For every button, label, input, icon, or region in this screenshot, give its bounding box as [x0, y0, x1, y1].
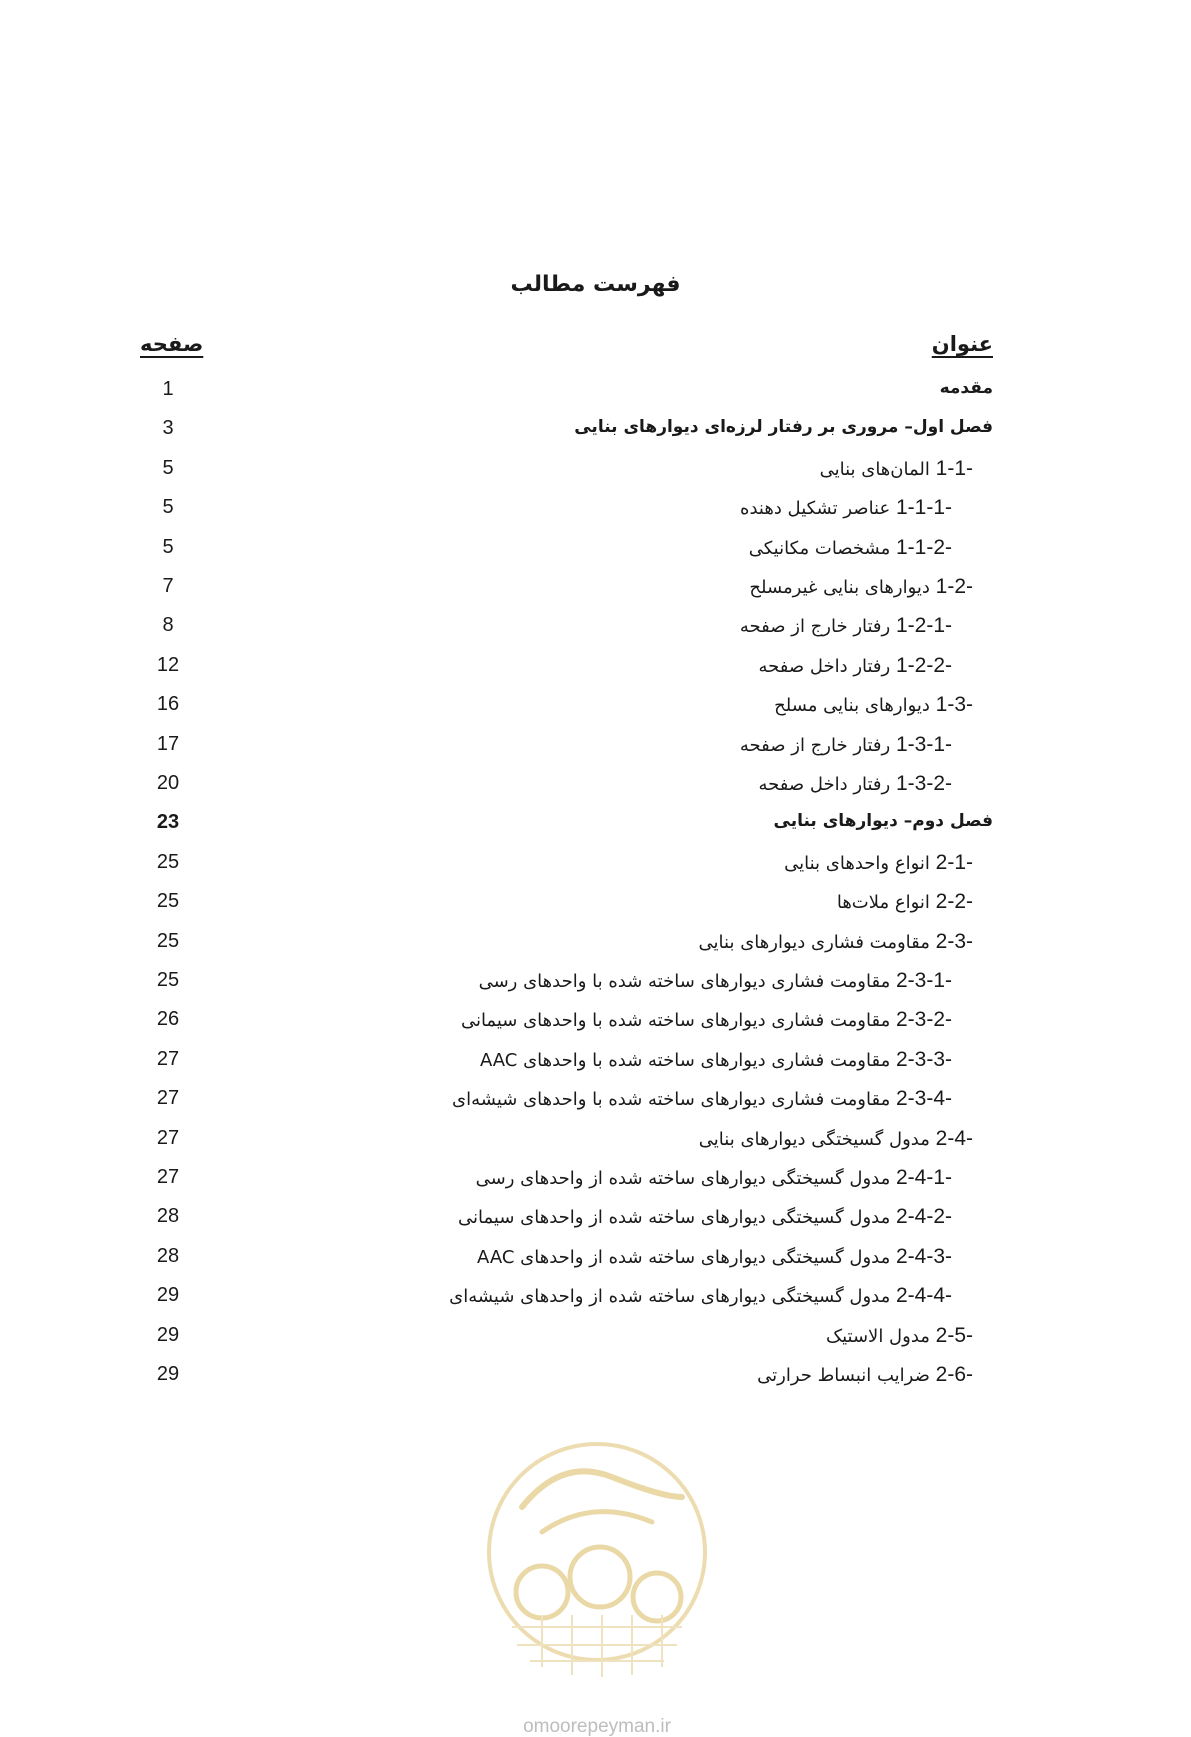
toc-row — [0, 417, 1191, 457]
toc-entry-number: 1-2-2- — [895, 653, 952, 677]
toc-entry-text: رفتار خارج از صفحه — [739, 734, 891, 756]
toc-row — [0, 575, 1191, 615]
toc-entry-number: 2-4-3- — [895, 1244, 952, 1268]
toc-entry-number: 1-1- — [935, 456, 973, 480]
toc-entry-title — [574, 417, 993, 437]
toc-entry-number: 2-5- — [935, 1323, 973, 1347]
toc-entry-title — [740, 733, 952, 757]
toc-entry-page: 5 — [162, 535, 174, 558]
toc-entry-text: مدول گسیختگی دیوارهای ساخته شده از واحدهای رسی — [475, 1168, 891, 1189]
toc-entry-title — [749, 536, 952, 560]
watermark-site-text: omoorepeyman.ir — [523, 1716, 671, 1737]
toc-row — [0, 496, 1191, 536]
toc-entry-text: مقاومت فشاری دیوارهای ساخته شده با واحدهای سیمانی — [460, 1010, 891, 1032]
toc-entry-number: 1-3-2- — [895, 772, 952, 795]
toc-entry-page: 17 — [156, 732, 180, 755]
toc-row — [0, 930, 1191, 970]
toc-row — [0, 1245, 1191, 1285]
toc-entry-title — [476, 1166, 952, 1190]
toc-entry-number: 2-4-1- — [895, 1166, 952, 1189]
toc-entry-page: 25 — [156, 850, 180, 873]
toc-entry-page: 25 — [156, 969, 180, 991]
toc-entry-text: رفتار خارج از صفحه — [739, 616, 891, 638]
toc-row — [0, 536, 1191, 576]
toc-entry-text: مقاومت فشاری دیوارهای ساخته شده با واحدهای AAC — [479, 1049, 891, 1071]
toc-entry-text: دیوارهای بنایی مسلح — [774, 695, 930, 717]
toc-entry-page: 29 — [156, 1323, 180, 1346]
toc-entry-title — [758, 654, 952, 678]
toc-entry-page: 28 — [156, 1205, 180, 1228]
toc-entry-number: 1-1-1- — [895, 496, 952, 520]
toc-entry-title — [749, 575, 973, 599]
toc-entry-number: 1-2-1- — [895, 614, 952, 638]
toc-entry-number: 2-3-3- — [895, 1047, 952, 1071]
toc-entry-title — [826, 1324, 973, 1348]
toc-row — [0, 851, 1191, 891]
toc-entry-text: مدول گسیختگی دیوارهای بنایی — [698, 1128, 930, 1150]
toc-entry-number: 2-3- — [935, 929, 973, 953]
toc-entry-title — [699, 930, 973, 954]
toc-entry-number: 2-3-1- — [895, 969, 952, 992]
toc-entry-title — [774, 693, 973, 717]
toc-entry-title — [740, 496, 952, 520]
toc-entry-text: رفتار داخل صفحه — [758, 655, 891, 677]
toc-row — [0, 890, 1191, 930]
toc-entry-title — [449, 1284, 952, 1308]
toc-entry-number: 1-3- — [935, 693, 973, 717]
toc-entry-text: مدول گسیختگی دیوارهای ساخته شده از واحدهای سیمانی — [458, 1207, 891, 1229]
toc-entry-title — [458, 1205, 952, 1229]
toc-row — [0, 378, 1191, 418]
toc-row — [0, 1166, 1191, 1206]
toc-entry-text: مدول الاستیک — [826, 1325, 930, 1347]
toc-entry-number: 2-4-4- — [895, 1284, 952, 1308]
toc-entry-title — [461, 1008, 952, 1032]
toc-entry-page: 29 — [156, 1363, 180, 1385]
toc-entry-number: 1-2- — [935, 575, 973, 598]
toc-entry-number: 2-2- — [935, 890, 973, 914]
toc-entry-page: 27 — [156, 1126, 180, 1149]
title-column-header: عنوان — [931, 332, 993, 356]
toc-entry-page: 28 — [156, 1244, 180, 1267]
toc-entry-page: 1 — [162, 378, 174, 400]
toc-row — [0, 693, 1191, 733]
toc-entry-title — [757, 1363, 973, 1387]
toc-row — [0, 1205, 1191, 1245]
toc-entry-text: مدول گسیختگی دیوارهای ساخته شده از واحدهای شیشه‌ای — [449, 1286, 891, 1308]
toc-entry-title — [820, 457, 973, 481]
toc-entry-title — [479, 969, 952, 993]
toc-row — [0, 1008, 1191, 1048]
toc-entry-text: مقدمه — [939, 378, 993, 398]
toc-row — [0, 1087, 1191, 1127]
toc-entry-title — [784, 851, 973, 875]
toc-entry-text: انواع واحدهای بنایی — [784, 852, 930, 874]
toc-entry-text: انواع ملات‌ها — [836, 892, 930, 914]
toc-row — [0, 614, 1191, 654]
toc-row — [0, 1048, 1191, 1088]
toc-entry-title — [480, 1048, 952, 1072]
page-title: فهرست مطالب — [510, 272, 681, 297]
toc-entry-page: 29 — [156, 1284, 180, 1307]
toc-entry-text: رفتار داخل صفحه — [758, 774, 891, 795]
toc-row — [0, 772, 1191, 812]
toc-entry-text: فصل اول– مروری بر رفتار لرزه‌ای دیوارهای بنایی — [574, 417, 993, 438]
toc-entry-number: 2-3-4- — [895, 1087, 952, 1111]
toc-entry-text: مدول گسیختگی دیوارهای ساخته شده از واحدهای AAC — [477, 1246, 891, 1268]
toc-entry-text: مقاومت فشاری دیوارهای ساخته شده با واحدهای شیشه‌ای — [452, 1089, 891, 1111]
toc-entry-title — [477, 1245, 952, 1269]
toc-entry-number: 2-4-2- — [895, 1205, 952, 1229]
toc-entry-text: مشخصات مکانیکی — [748, 537, 891, 559]
toc-entry-text: فصل دوم– دیوارهای بنایی — [773, 811, 993, 832]
toc-entry-page: 25 — [156, 929, 180, 952]
toc-entry-text: ضرایب انبساط حرارتی — [757, 1365, 930, 1386]
toc-entry-title — [837, 890, 973, 914]
toc-entry-text: دیوارهای بنایی غیرمسلح — [749, 577, 930, 598]
toc-entry-number: 1-3-1- — [895, 732, 952, 756]
toc-row — [0, 1363, 1191, 1403]
toc-row — [0, 457, 1191, 497]
toc-row — [0, 1127, 1191, 1167]
toc-row — [0, 733, 1191, 773]
toc-entry-page: 27 — [156, 1047, 180, 1070]
toc-entry-number: 2-4- — [935, 1126, 973, 1150]
toc-entry-page: 25 — [156, 890, 180, 913]
toc-entry-number: 2-6- — [935, 1363, 973, 1386]
toc-entry-page: 5 — [162, 496, 174, 519]
toc-row — [0, 811, 1191, 851]
toc-entry-page: 20 — [156, 772, 180, 794]
toc-entry-title — [758, 772, 952, 796]
toc-entry-page: 7 — [162, 575, 174, 597]
toc-entry-title — [940, 378, 993, 398]
toc-entry-number: 2-1- — [935, 850, 973, 874]
toc-entry-page: 23 — [156, 811, 180, 834]
toc-entry-page: 16 — [156, 693, 180, 716]
toc-row — [0, 1284, 1191, 1324]
toc-row — [0, 969, 1191, 1009]
toc-entry-page: 8 — [162, 614, 174, 637]
watermark-emblem — [482, 1437, 712, 1737]
toc-row — [0, 654, 1191, 694]
toc-entry-text: مقاومت فشاری دیوارهای ساخته شده با واحدهای رسی — [478, 971, 891, 992]
toc-entry-page: 27 — [156, 1166, 180, 1188]
toc-entry-text: المان‌های بنایی — [819, 458, 930, 480]
toc-entry-page: 12 — [156, 653, 180, 676]
toc-entry-text: مقاومت فشاری دیوارهای بنایی — [698, 931, 930, 953]
toc-entry-page: 5 — [162, 456, 174, 479]
toc-entry-title — [452, 1087, 952, 1111]
toc-entry-title — [740, 614, 952, 638]
toc-entry-page: 3 — [162, 417, 174, 440]
toc-row — [0, 1324, 1191, 1364]
toc-entry-number: 2-3-2- — [895, 1008, 952, 1032]
page-column-header: صفحه — [140, 332, 204, 356]
toc-entry-page: 26 — [156, 1008, 180, 1031]
toc-entry-title — [774, 811, 993, 831]
toc-entry-title — [699, 1127, 973, 1151]
toc-entry-text: عناصر تشکیل دهنده — [740, 498, 891, 520]
toc-entry-page: 27 — [156, 1087, 180, 1110]
toc-entry-number: 1-1-2- — [895, 535, 952, 559]
